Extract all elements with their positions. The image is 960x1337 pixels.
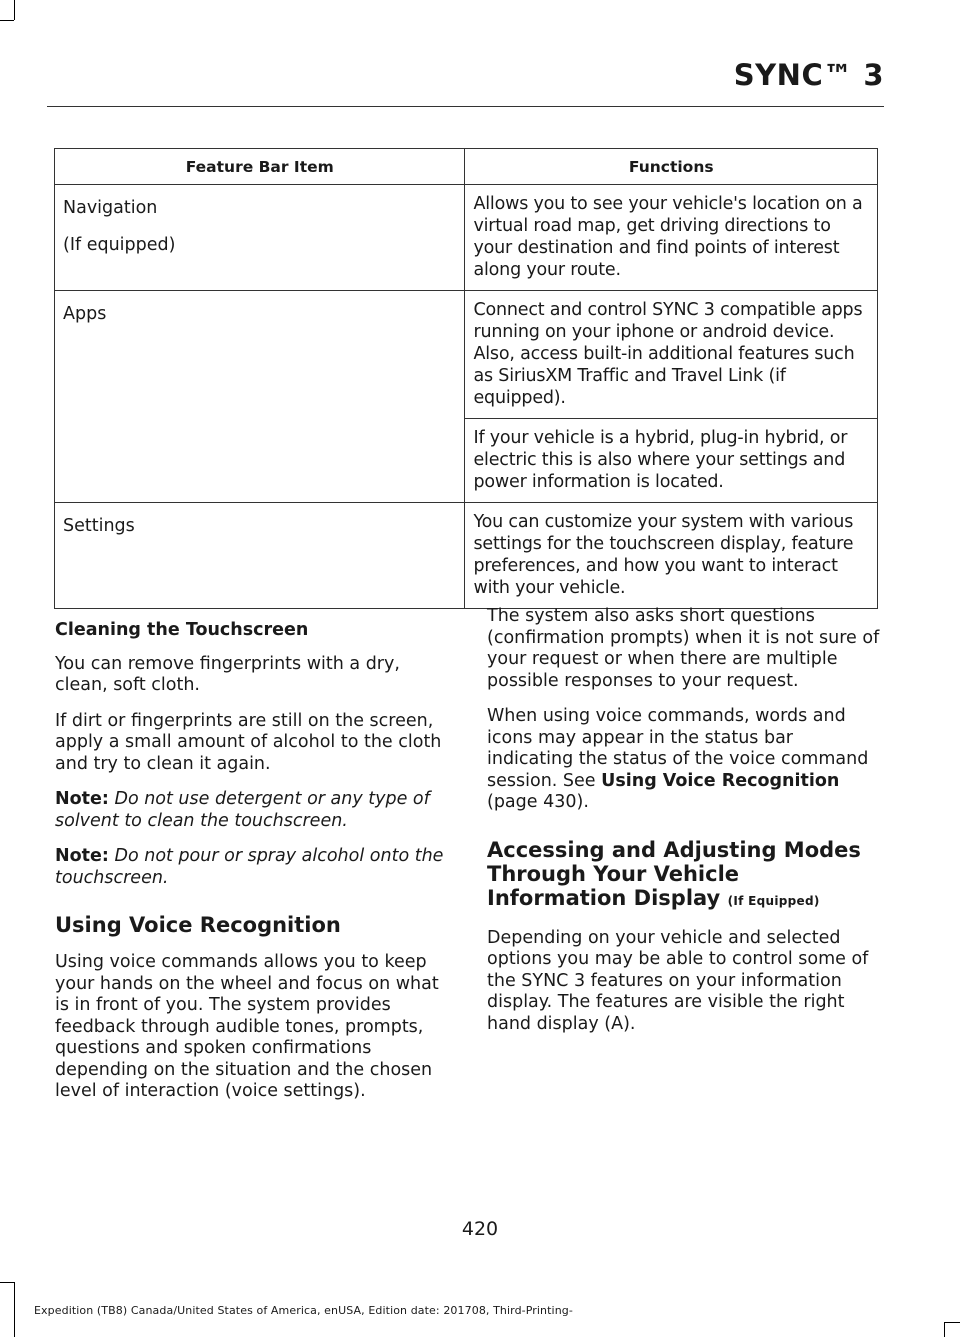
page-reference: (page 430).	[487, 792, 589, 812]
item-note: (If equipped)	[63, 235, 176, 255]
right-column	[487, 606, 880, 1049]
page-header-title: SYNC™ 3	[733, 58, 884, 92]
cleaning-paragraph-2: If dirt or fingerprints are still on the screen, apply a small amount of alcohol to the cloth and try to clean it again.	[55, 710, 442, 774]
modes-heading	[487, 838, 880, 913]
voice-heading: Using Voice Recognition	[55, 913, 341, 937]
note-text: Do not use detergent or any type of solvent to clean the touchscreen.	[55, 789, 430, 831]
item-label: Apps	[63, 304, 107, 324]
note-label: Note:	[55, 789, 109, 809]
cleaning-paragraph-1: You can remove fingerprints with a dry, clean, soft cloth.	[55, 653, 400, 695]
table-header-row	[55, 149, 878, 185]
crop-mark-top-left-vertical	[14, 0, 15, 20]
table-cell-functions: Connect and control SYNC 3 compatible apps running on your iphone or android device. Also, access built-in additional features such as SiriusXM Traffic and Travel Link (if equipped).	[465, 291, 878, 419]
table-row-settings	[55, 503, 878, 609]
voice-paragraph-1: Using voice commands allows you to keep your hands on the wheel and focus on what is in front of you. The system provides feedback through audible tones, prompts, questions and spoken confirmations depending on the situation and the chosen level of interaction (voice settings).	[55, 952, 439, 1101]
header-divider	[47, 106, 884, 107]
table-cell-functions: If your vehicle is a hybrid, plug-in hybrid, or electric this is also where your settings and power information is located.	[465, 419, 878, 503]
table-cell-functions: You can customize your system with various settings for the touchscreen display, feature preferences, and how you want to interact with your vehicle.	[465, 503, 878, 609]
crop-mark-bottom-right-vertical	[944, 1322, 945, 1337]
crop-mark-top-left-horizontal	[0, 20, 14, 21]
crop-mark-bottom-left-vertical	[14, 1282, 15, 1337]
voice-paragraph-3	[487, 706, 880, 814]
footer-edition-info: Expedition (TB8) Canada/United States of America, enUSA, Edition date: 201708, Third-Printing-	[34, 1304, 573, 1317]
feature-bar-table	[54, 148, 878, 609]
table-cell-item	[55, 185, 465, 291]
crop-mark-bottom-left-horizontal	[0, 1282, 14, 1283]
modes-heading-main: Accessing and Adjusting Modes Through Your Vehicle Information Display	[487, 837, 861, 910]
page-number: 420	[461, 1218, 499, 1240]
table-cell-item	[55, 503, 465, 609]
table-cell-item	[55, 291, 465, 503]
left-column	[55, 620, 451, 1117]
column-header-item: Feature Bar Item	[55, 149, 465, 185]
table-row-navigation	[55, 185, 878, 291]
column-header-functions: Functions	[465, 149, 878, 185]
note-label: Note:	[55, 846, 109, 866]
item-label: Settings	[63, 516, 135, 536]
crop-mark-bottom-right-horizontal	[944, 1322, 960, 1323]
cleaning-heading: Cleaning the Touchscreen	[55, 620, 309, 640]
voice-paragraph-2: The system also asks short questions (confirmation prompts) when it is not sure of your request or when there are multiple possible responses to your request.	[487, 606, 880, 691]
voice-paragraph-3-text: When using voice commands, words and icons may appear in the status bar indicating the status of the voice command session. See	[487, 706, 869, 791]
note-text: Do not pour or spray alcohol onto the touchscreen.	[55, 846, 444, 888]
cleaning-note-1	[55, 789, 451, 832]
item-label: Navigation	[63, 198, 158, 218]
modes-heading-qualifier: (If Equipped)	[727, 893, 820, 908]
table-cell-functions: Allows you to see your vehicle's location on a virtual road map, get driving directions to your destination and find points of interest along your route.	[465, 185, 878, 291]
cross-reference-link[interactable]: Using Voice Recognition	[601, 770, 840, 791]
modes-paragraph-1: Depending on your vehicle and selected options you may be able to control some of the SYNC 3 features on your information display. The features are visible the right hand display (A).	[487, 927, 869, 1034]
table-row-apps	[55, 291, 878, 419]
cleaning-note-2	[55, 846, 451, 889]
